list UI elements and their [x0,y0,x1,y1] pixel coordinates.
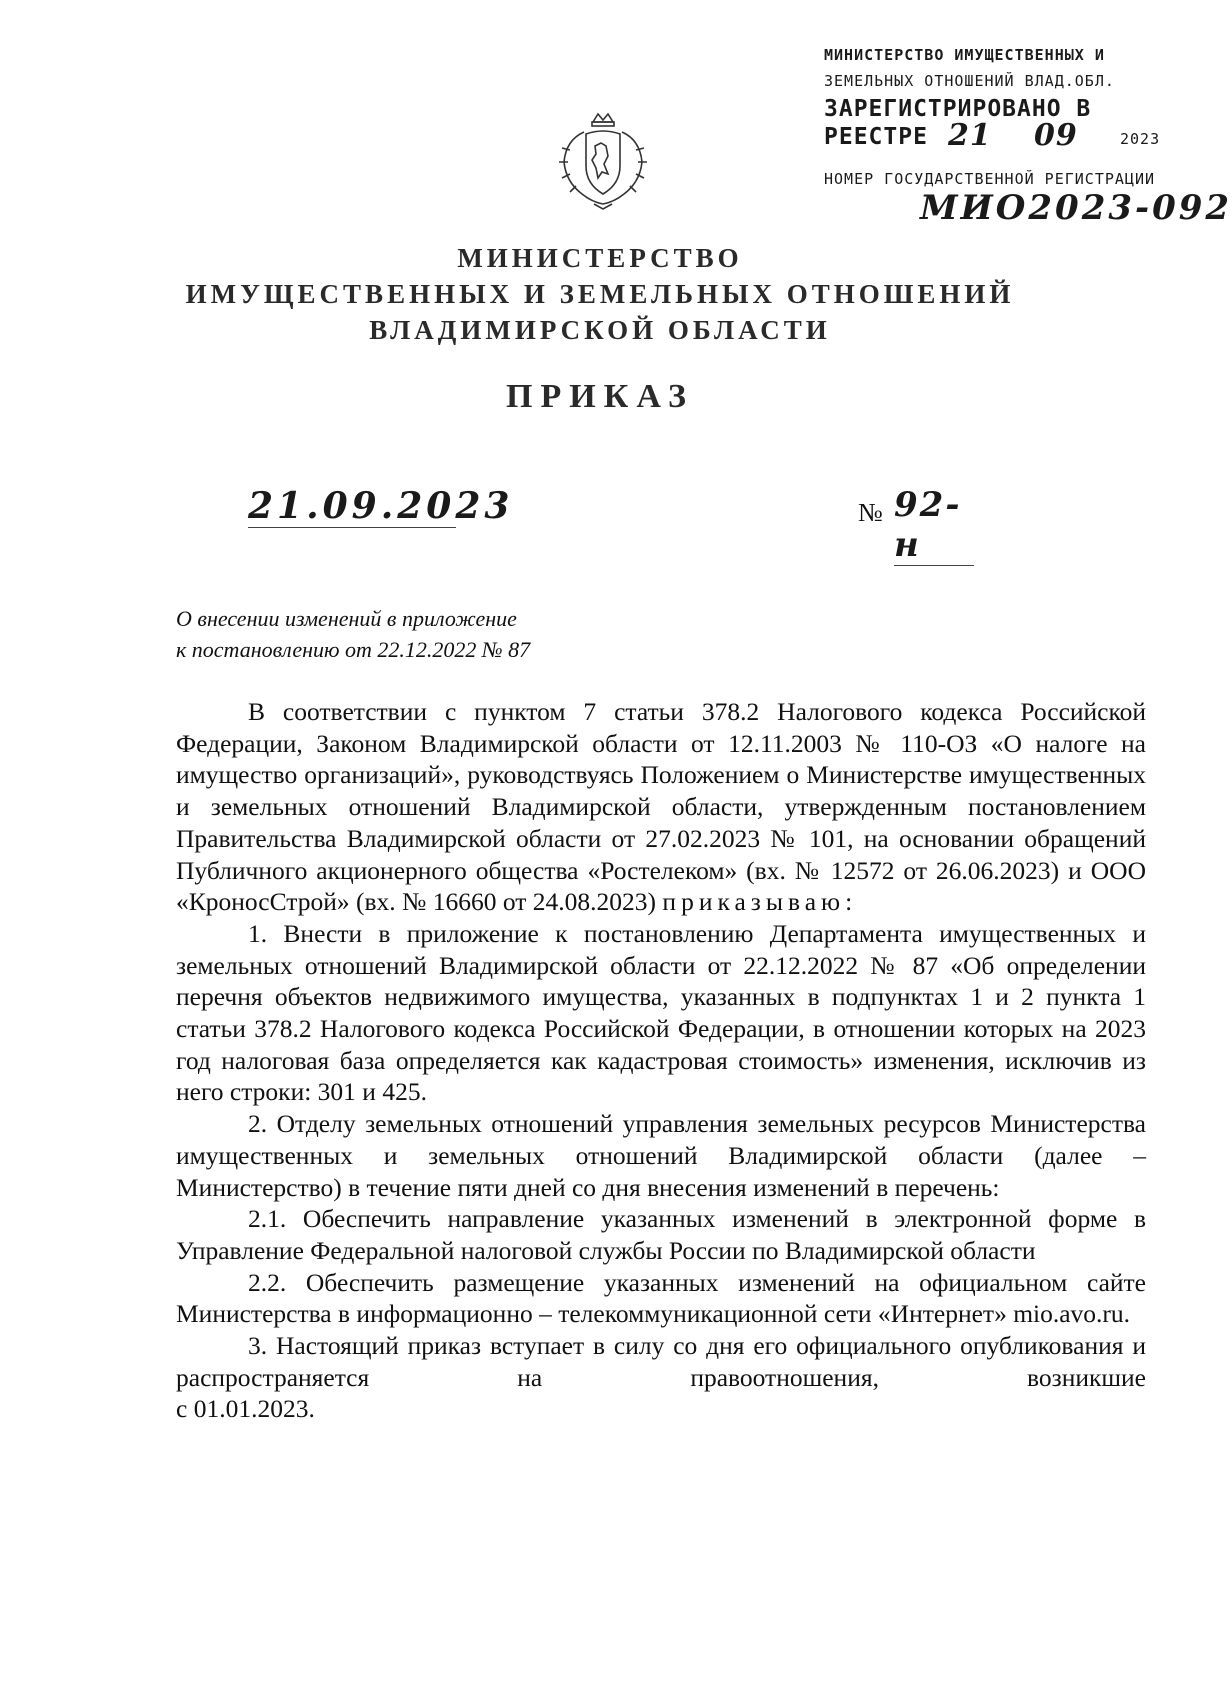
stamp-line-registered: ЗАРЕГИСТРИРОВАНО В [824,96,1092,122]
ministry-name-line-3: ВЛАДИМИРСКОЙ ОБЛАСТИ [369,315,831,345]
order-body [176,696,1146,1425]
item-3-tail: с 01.01.2023. [176,1394,315,1424]
subject-line-2: к постановлению от 22.12.2022 № 87 [176,637,531,662]
order-number: 92-н [894,485,962,565]
coat-of-arms-emblem [548,110,658,210]
order-subject [176,603,530,665]
item-1-paragraph: 1. Внести в приложение к постановлению Департамента имущественных и земельных отношений Владимирской области от 22.12.2022 № 87 «Об определении перечня объектов недвижимого имущества, указанных в подпунктах 1 и 2 пункта 1 статьи 378.2 Налогового кодекса Российской Федерации, в отношении которых на 2023 год налоговая база определяется как кадастровая стоимость» изменения, исключив из него строки: 301 и 425. [176,918,1146,1107]
stamp-line-reg-number-label: НОМЕР ГОСУДАРСТВЕННОЙ РЕГИСТРАЦИИ [824,170,1156,188]
stamp-line-department: ЗЕМЕЛЬНЫХ ОТНОШЕНИЙ ВЛАД.ОБЛ. [824,72,1115,90]
stamp-handwritten-reg-number: МИО2023-092 [920,188,1232,228]
ministry-name-line-2: ИМУЩЕСТВЕННЫХ И ЗЕМЕЛЬНЫХ ОТНОШЕНИЙ [185,279,1015,309]
item-2-2-paragraph: 2.2. Обеспечить размещение указанных изменений на официальном сайте Министерства в информационно – телекоммуникационной сети «Интернет» mio.avo.ru. [176,1267,1146,1329]
item-2-1-paragraph: 2.1. Обеспечить направление указанных изменений в электронной форме в Управление Федеральной налоговой службы России по Владимирской области [176,1204,1146,1265]
stamp-handwritten-month: 09 [1034,118,1078,153]
command-word: приказываю: [662,887,858,917]
item-3-paragraph: 3. Настоящий приказ вступает в силу со дня его официального опубликования и распространяется на правоотношения, возникшие [176,1331,1146,1392]
document-type-title: ПРИКАЗ [506,378,694,415]
ministry-name-line-1: МИНИСТЕРСТВО [457,243,743,273]
order-date-field [248,485,514,528]
stamp-line-ministry: МИНИСТЕРСТВО ИМУЩЕСТВЕННЫХ И [824,46,1105,64]
subject-line-1: О внесении изменений в приложение [176,606,517,631]
intro-text: В соответствии с пунктом 7 статьи 378.2 Налогового кодекса Российской Федерации, Законом Владимирской области от 12.11.2003 № 110-ОЗ «О налоге на имущество организаций», руководствуясь Положением о Министерстве имущественных и земельных отношений Владимирской области, утвержденным постановлением Правительства Владимирской области от 27.02.2023 № 101, на основании обращений Публичного акционерного общества «Ростелеком» (вх. № 12572 от 26.06.2023) и ООО «КроносСтрой» (вх. № 16660 от 24.08.2023) [176,697,1146,917]
item-2-paragraph: 2. Отделу земельных отношений управления земельных ресурсов Министерства имущественных и земельных отношений Владимирской области (далее – Министерство) в течение пяти дней со дня внесения изменений в перечень: [176,1109,1146,1202]
order-number-field [894,485,974,566]
stamp-year: 2023 [1120,130,1161,148]
intro-paragraph [176,696,1146,918]
order-number-label: № [858,498,883,527]
stamp-handwritten-day: 21 [948,118,992,153]
order-date: 21.09.2023 [248,485,514,527]
stamp-line-registry: РЕЕСТРЕ [824,124,928,150]
